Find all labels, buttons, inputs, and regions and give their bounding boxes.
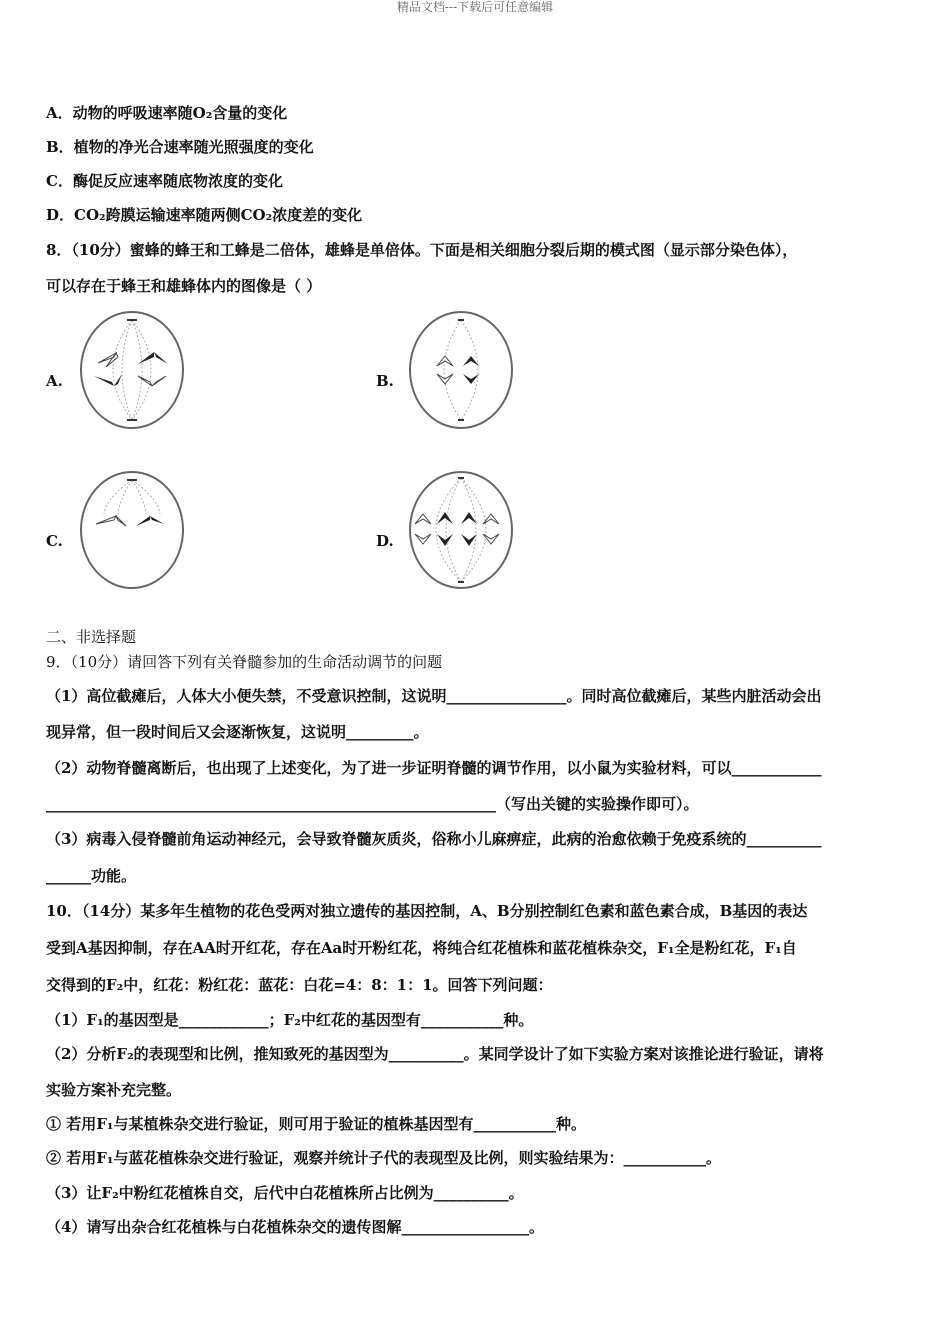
cell-diagram-b xyxy=(405,308,517,432)
option-c: C．酶促反应速率随底物浓度的变化 xyxy=(46,172,283,190)
figure-label-d: D. xyxy=(376,532,394,550)
question-9-line: 现异常，但一段时间后又会逐渐恢复，这说明_________。 xyxy=(46,723,429,741)
cell-diagram-c xyxy=(76,468,188,592)
question-10-line: ① 若用F₁与某植株杂交进行验证，则可用于验证的植株基因型有___________种。 xyxy=(46,1115,586,1133)
question-10-line: 10．（14分）某多年生植物的花色受两对独立遗传的基因控制，A、B分别控制红色素和蓝色素合成，B基因的表达 xyxy=(46,902,808,920)
question-9-line: （1）高位截瘫后，人体大小便失禁，不受意识控制，这说明________________。同时高位截瘫后，某些内脏活动会出 xyxy=(46,687,822,705)
figure-label-c: C. xyxy=(46,532,63,550)
option-d: D．CO₂跨膜运输速率随两侧CO₂浓度差的变化 xyxy=(46,206,363,224)
figure-label-b: B. xyxy=(376,372,394,390)
question-9-title: 9．（10分）请回答下列有关脊髓参加的生命活动调节的问题 xyxy=(46,653,443,671)
cell-diagram-a xyxy=(76,308,188,432)
question-9-line: （3）病毒入侵脊髓前角运动神经元，会导致脊髓灰质炎，俗称小儿麻痹症，此病的治愈依赖于免疫系统的__________ xyxy=(46,830,822,848)
question-10-line: ② 若用F₁与蓝花植株杂交进行验证，观察并统计子代的表现型及比例，则实验结果为：___________。 xyxy=(46,1149,721,1167)
section-title: 二、非选择题 xyxy=(46,628,137,646)
page-header: 精品文档---下载后可任意编辑 xyxy=(396,0,554,14)
question-10-line: （2）分析F₂的表现型和比例，推知致死的基因型为__________。某同学设计了如下实验方案对该推论进行验证，请将 xyxy=(46,1045,824,1063)
cell-diagram-d xyxy=(405,468,517,592)
question-10-line: （1）F₁的基因型是____________；F₂中红花的基因型有___________种。 xyxy=(46,1011,534,1029)
question-10-line: （4）请写出杂合红花植株与白花植株杂交的遗传图解_________________。 xyxy=(46,1218,544,1236)
question-9-line: ____________________________________________________________（写出关键的实验操作即可）。 xyxy=(46,795,699,813)
figure-label-a: A. xyxy=(46,372,63,390)
question-10-line: （3）让F₂中粉红花植株自交，后代中白花植株所占比例为__________。 xyxy=(46,1184,524,1202)
question-10-line: 实验方案补充完整。 xyxy=(46,1081,182,1099)
question-10-line: 交得到的F₂中，红花：粉红花：蓝花：白花=4：8：1：1。回答下列问题： xyxy=(46,976,553,994)
question-8-line2: 可以存在于蜂王和雄蜂体内的图像是（ ） xyxy=(46,277,322,295)
question-9-line: （2）动物脊髓离断后，也出现了上述变化，为了进一步证明脊髓的调节作用，以小鼠为实验材料，可以____________ xyxy=(46,759,822,777)
question-10-line: 受到A基因抑制，存在AA时开红花，存在Aa时开粉红花，将纯合红花植株和蓝花植株杂交，F₁全是粉红花，F₁自 xyxy=(46,939,797,957)
question-8-line1: 8．（10分）蜜蜂的蜂王和工蜂是二倍体，雄蜂是单倍体。下面是相关细胞分裂后期的模式图（显示部分染色体）， xyxy=(46,241,798,259)
option-b: B．植物的净光合速率随光照强度的变化 xyxy=(46,138,314,156)
option-a: A．动物的呼吸速率随O₂含量的变化 xyxy=(46,104,288,122)
question-9-line: ______功能。 xyxy=(46,867,137,885)
